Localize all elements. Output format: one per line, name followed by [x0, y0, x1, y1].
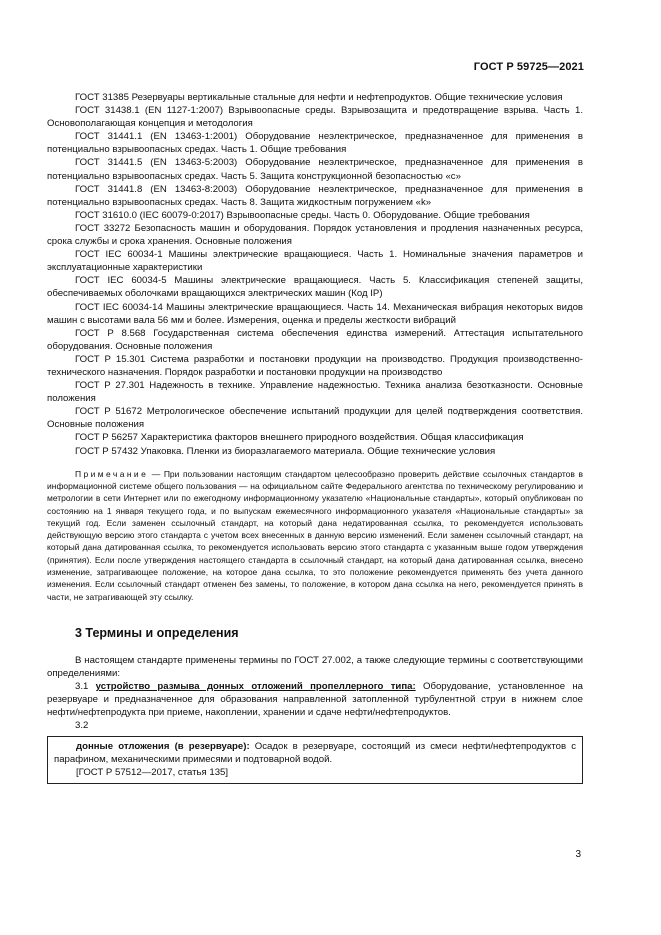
reference-item: ГОСТ 31441.8 (EN 13463-8:2003) Оборудование неэлектрическое, предназначенное для применения в потенциально взрывоопасных средах. Часть 8. Защита жидкостным погружением «k» [47, 183, 583, 208]
term-3-2-number: 3.2 [75, 720, 89, 732]
reference-item: ГОСТ Р 27.301 Надежность в технике. Управление надежностью. Техника анализа безотказности. Основные положения [47, 380, 583, 405]
note-paragraph [47, 468, 583, 603]
reference-item: ГОСТ Р 57432 Упаковка. Пленки из биоразлагаемого материала. Общие технические условия [75, 445, 496, 457]
reference-item: ГОСТ 31441.5 (EN 13463-5:2003) Оборудование неэлектрическое, предназначенное для применения в потенциально взрывоопасных средах. Часть 5. Защита конструкционной безопасностью «с» [47, 157, 583, 182]
term-name: устройство размыва донных отложений пропеллерного типа: [95, 681, 416, 693]
reference-item: ГОСТ 31441.1 (EN 13463-1:2001) Оборудование неэлектрическое, предназначенное для применения в потенциально взрывоопасных средах. Часть 1. Общие требования [47, 131, 583, 156]
document-header: ГОСТ Р 59725—2021 [473, 61, 584, 73]
reference-item: ГОСТ IEC 60034-14 Машины электрические вращающиеся. Часть 14. Механическая вибрация некоторых видов машин с высотами вала 56 мм и более. Измерения, оценка и пределы жесткости вибраций [47, 301, 583, 326]
note-text: — При пользовании настоящим стандартом целесообразно проверить действие ссылочных стандартов в информационной системе общего пользования — на официальном сайте Федерального агентства по техническому регулированию и метрологии в сети Интернет или по ежегодному информационному указателю «Национальные стандарты», который опубликован по состоянию на 1 января текущего года, и по выпускам ежемесячного информационного указателя «Национальные стандарты» за текущий год. Если заменен ссылочный стандарт, на который дана недатированная ссылка, то рекомендуется использовать действующую версию этого стандарта с учетом всех внесенных в данную версию изменений. Если заменен ссылочный стандарт, на который дана датированная ссылка, то рекомендуется использовать версию этого стандарта с указанным выше годом утверждения (принятия). Если после утверждения настоящего стандарта в ссылочный стандарт, на который дана датированная ссылка, внесено изменение, затрагивающее положение, на которое дана ссылка, то это положение рекомендуется применять без учета данного изменения. Если ссылочный стандарт отменен без замены, то положение, в котором дана ссылка на него, рекомендуется принять в части, не затрагивающей эту ссылку. [47, 468, 583, 602]
reference-item: ГОСТ IEC 60034-5 Машины электрические вращающиеся. Часть 5. Классификация степеней защиты, обеспечиваемых оболочками вращающихся электрических машин (Код IP) [47, 275, 583, 300]
section-intro: В настоящем стандарте применены термины по ГОСТ 27.002, а также следующие термины с соответствующими определениями: [47, 654, 583, 680]
term-definition: Оборудование, установленное на резервуаре и предназначенное для образования направленной затопленной турбулентной струи в нижнем слое нефти/нефтепродукта при приеме, накоплении, хранении и сдаче нефти/нефтепродуктов. [47, 681, 583, 719]
term-definition: Осадок в резервуаре, состоящий из смеси нефти/нефтепродуктов с парафином, механическими примесями и подтоварной водой. [54, 740, 576, 765]
page-content [47, 91, 583, 784]
term-source: [ГОСТ Р 57512—2017, статья 135] [76, 766, 229, 778]
term-3-2-box [47, 736, 583, 784]
normative-references-list [47, 91, 583, 458]
reference-item: ГОСТ Р 56257 Характеристика факторов внешнего природного воздействия. Общая классификация [75, 432, 524, 444]
reference-item: ГОСТ 31610.0 (IEC 60079-0:2017) Взрывоопасные среды. Часть 0. Оборудование. Общие требования [75, 209, 530, 221]
reference-item: ГОСТ 31385 Резервуары вертикальные стальные для нефти и нефтепродуктов. Общие технические условия [75, 92, 563, 103]
reference-item: ГОСТ Р 51672 Метрологическое обеспечение испытаний продукции для целей подтверждения соответствия. Основные положения [47, 406, 583, 431]
note-label: Примечание [75, 468, 149, 479]
reference-item: ГОСТ 33272 Безопасность машин и оборудования. Порядок установления и продления назначенных ресурса, срока службы и срока хранения. Основные положения [47, 222, 583, 248]
page-number: 3 [575, 849, 581, 860]
section-title: 3 Термины и определения [75, 625, 239, 640]
reference-item: ГОСТ Р 15.301 Система разработки и постановки продукции на производство. Продукция производственно-технического назначения. Порядок разработки и постановки продукции на производство [47, 353, 583, 378]
reference-item: ГОСТ IEC 60034-1 Машины электрические вращающиеся. Часть 1. Номинальные значения параметров и эксплуатационные характеристики [47, 249, 583, 274]
term-number: 3.1 [75, 681, 96, 693]
term-3-2 [54, 740, 576, 766]
term-3-1 [47, 680, 583, 719]
term-name: донные отложения (в резервуаре): [76, 740, 250, 752]
reference-item: ГОСТ 31438.1 (EN 1127-1:2007) Взрывоопасные среды. Взрывозащита и предотвращение взрыва. Часть 1. Основополагающая концепция и методология [47, 105, 583, 130]
reference-item: ГОСТ Р 8.568 Государственная система обеспечения единства измерений. Аттестация испытательного оборудования. Основные положения [47, 327, 583, 352]
